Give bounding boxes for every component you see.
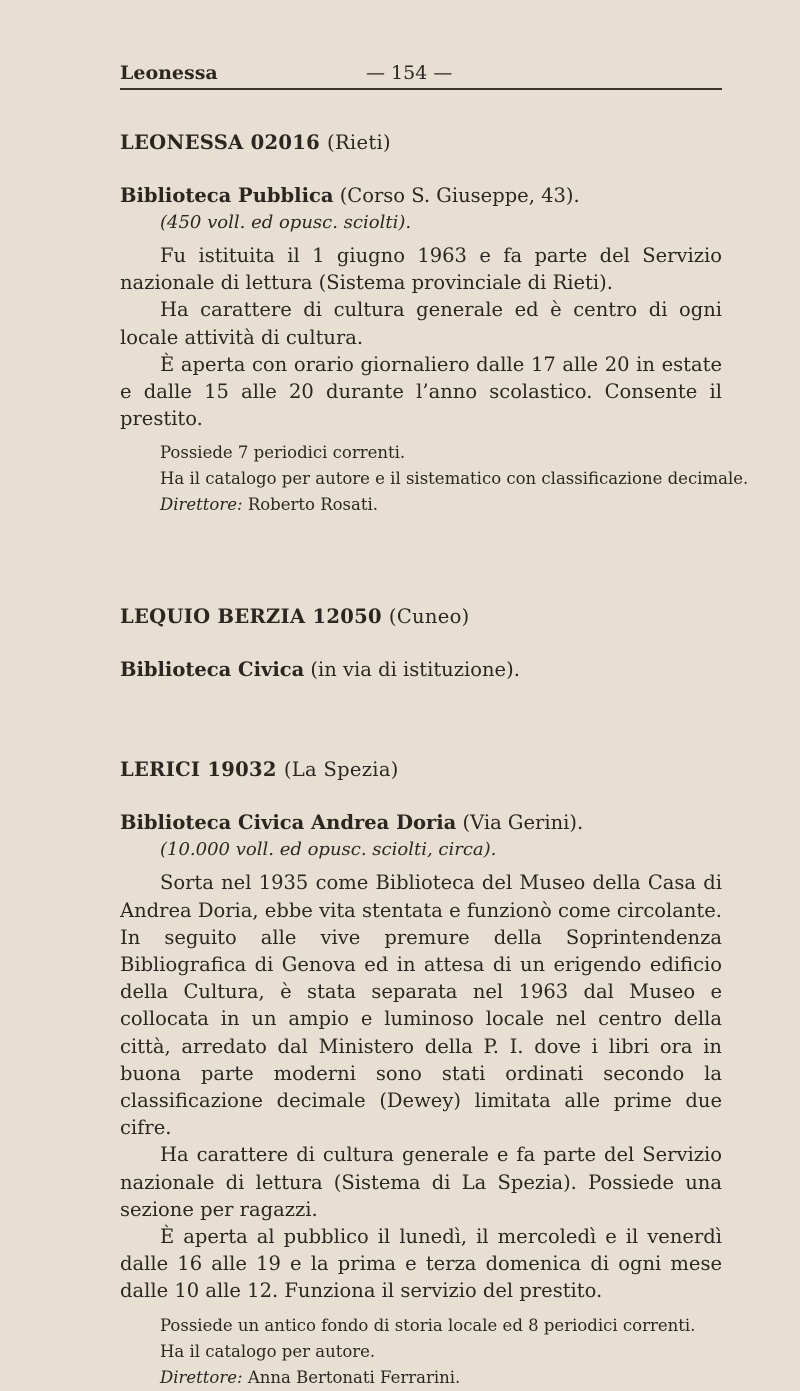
director-line: [120, 492, 722, 518]
entry-lequio-berzia: [120, 602, 722, 683]
library-address: (Via Gerini).: [456, 811, 584, 835]
detail-line: Ha il catalogo per autore.: [160, 1341, 376, 1361]
director-name: Anna Bertonati Ferrarini.: [242, 1367, 461, 1387]
place-heading: [120, 128, 722, 158]
page-number: — 154 —: [366, 62, 453, 84]
paragraph: Ha carattere di cultura generale ed è centro di ogni locale attività di cultura.: [120, 298, 722, 349]
place-heading: [120, 755, 722, 785]
place-name: LERICI 19032: [120, 758, 277, 782]
place-name: LEONESSA 02016: [120, 131, 320, 154]
paragraph: Fu istituita il 1 giugno 1963 e fa parte del Servizio nazionale di lettura (Sistema provinciale di Rieti).: [120, 244, 722, 295]
place-heading: [120, 602, 722, 632]
province: (Rieti): [327, 131, 391, 154]
director-name: Roberto Rosati.: [242, 495, 379, 515]
detail-line: Ha il catalogo per autore e il sistematico con classificazione decimale.: [160, 469, 749, 489]
province: (La Spezia): [283, 758, 399, 782]
library-heading: [120, 656, 722, 683]
paragraph: È aperta al pubblico il lunedì, il mercoledì e il venerdì dalle 16 alle 19 e la prima e terza domenica di ogni mese dalle 10 alle 12. Funziona il servizio del prestito.: [120, 1225, 722, 1303]
running-title: Leonessa: [120, 62, 218, 84]
place-name: LEQUIO BERZIA 12050: [120, 605, 382, 629]
paragraph: Ha carattere di cultura generale e fa parte del Servizio nazionale di lettura (Sistema di La Spezia). Possiede una sezione per ragazzi.: [120, 1143, 722, 1221]
header-rule: [120, 88, 722, 90]
library-name: Biblioteca Civica Andrea Doria: [120, 811, 457, 835]
detail-line: Possiede 7 periodici correnti.: [160, 443, 406, 463]
library-heading: [120, 182, 722, 209]
paragraph: Sorta nel 1935 come Biblioteca del Museo della Casa di Andrea Doria, ebbe vita stentata e funzionò come circolante. In seguito alle vive premure della Soprintendenza Bibliografica di Genova ed in attesa di un erigendo edificio della Cultura, è stata separata nel 1963 dal Museo e collocata in un ampio e luminoso locale nel centro della città, arredato dal Ministero della P. I. dove i libri ora in buona parte moderni sono stati ordinati secondo la classificazione decimale (Dewey) limitata alle prime due cifre.: [120, 871, 722, 1140]
entry-lerici: [120, 755, 722, 1390]
library-heading: [120, 809, 722, 836]
holdings-note: (450 voll. ed opusc. sciolti).: [160, 212, 412, 233]
director-label: Direttore:: [160, 1367, 243, 1387]
entry-leonessa: [120, 128, 749, 518]
director-line: [120, 1365, 722, 1391]
page-content: [120, 128, 749, 1391]
library-address: (in via di istituzione).: [304, 658, 520, 682]
province: (Cuneo): [388, 605, 470, 629]
paragraph: È aperta con orario giornaliero dalle 17 alle 20 in estate e dalle 15 alle 20 durante l’anno scolastico. Consente il prestito.: [120, 352, 722, 431]
detail-line: Possiede un antico fondo di storia locale ed 8 periodici correnti.: [160, 1315, 696, 1335]
library-name: Biblioteca Pubblica: [120, 184, 334, 207]
library-name: Biblioteca Civica: [120, 658, 305, 682]
library-address: (Corso S. Giuseppe, 43).: [333, 184, 580, 207]
director-label: Direttore:: [160, 495, 243, 515]
holdings-note: (10.000 voll. ed opusc. sciolti, circa).: [160, 839, 497, 861]
